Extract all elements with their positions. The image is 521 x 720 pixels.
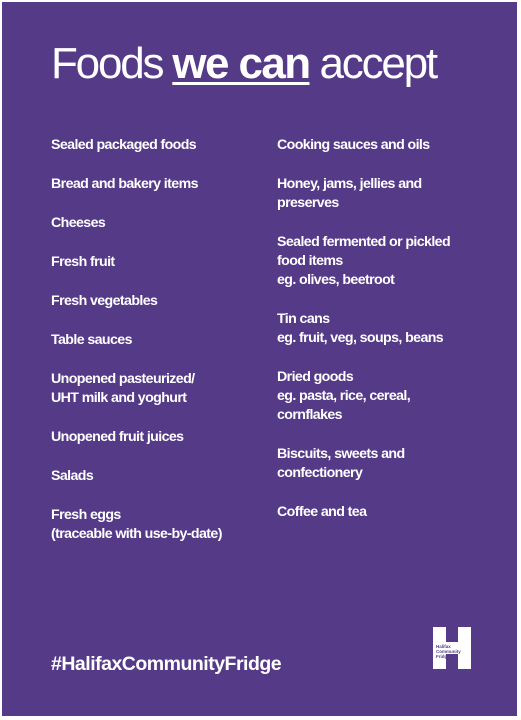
food-list-item-line: Fresh fruit [51, 254, 115, 270]
page-title [51, 39, 436, 88]
food-list-item-line: Sealed packaged foods [51, 137, 197, 153]
food-list-item [51, 214, 266, 233]
food-list-item-line: Fresh eggs [51, 507, 121, 523]
food-list-item [51, 253, 266, 272]
food-list-item [51, 175, 266, 194]
food-list-item [277, 136, 482, 155]
food-list-item-line: Sealed fermented or pickled [277, 234, 451, 250]
right-food-list [277, 136, 482, 542]
hashtag: #HalifaxCommunityFridge [51, 653, 282, 675]
food-list-item [277, 445, 482, 483]
food-list-item [51, 467, 266, 486]
food-list-item-line: Tin cans [277, 311, 330, 327]
title-emphasis: we can [172, 39, 310, 88]
food-list-item-line: Salads [51, 468, 94, 484]
food-list-item-line: eg. pasta, rice, cereal, [277, 388, 411, 404]
food-list-item [277, 233, 482, 290]
title-post: accept [309, 39, 436, 88]
food-list-item-line: eg. fruit, veg, soups, beans [277, 330, 444, 346]
food-list-item-line: Bread and bakery items [51, 176, 198, 192]
food-list-item-line: (traceable with use-by-date) [51, 526, 222, 542]
food-list-item-line: food items [277, 253, 343, 269]
food-list-item-line: Honey, jams, jellies and [277, 176, 422, 192]
food-list-item [277, 368, 482, 425]
poster [2, 2, 517, 716]
food-list-item-line: Coffee and tea [277, 504, 367, 520]
food-list-item [51, 370, 266, 408]
food-list-item-line: Unopened fruit juices [51, 429, 184, 445]
food-list-item [51, 292, 266, 311]
food-list-item [51, 428, 266, 447]
food-list-item-line: cornflakes [277, 407, 342, 423]
food-list-item-line: Fresh vegetables [51, 293, 158, 309]
food-list-item-line: Biscuits, sweets and [277, 446, 405, 462]
logo-text: Halifax Community Fridge [436, 644, 461, 659]
food-list-item-line: confectionery [277, 465, 363, 481]
food-list-item [51, 136, 266, 155]
food-list-item-line: Table sauces [51, 332, 132, 348]
food-list-item [51, 506, 266, 544]
food-list-item-line: Cheeses [51, 215, 106, 231]
food-list-item-line: preserves [277, 195, 339, 211]
food-list-item-line: eg. olives, beetroot [277, 272, 395, 288]
food-list-item [277, 503, 482, 522]
food-list-item-line: Unopened pasteurized/ [51, 371, 195, 387]
food-list-item-line: Cooking sauces and oils [277, 137, 430, 153]
title-pre: Foods [51, 39, 173, 88]
left-food-list [51, 136, 266, 564]
food-list-item [277, 310, 482, 348]
food-list-item [277, 175, 482, 213]
food-list-item-line: UHT milk and yoghurt [51, 390, 187, 406]
food-list-item-line: Dried goods [277, 369, 354, 385]
food-list-item [51, 331, 266, 350]
